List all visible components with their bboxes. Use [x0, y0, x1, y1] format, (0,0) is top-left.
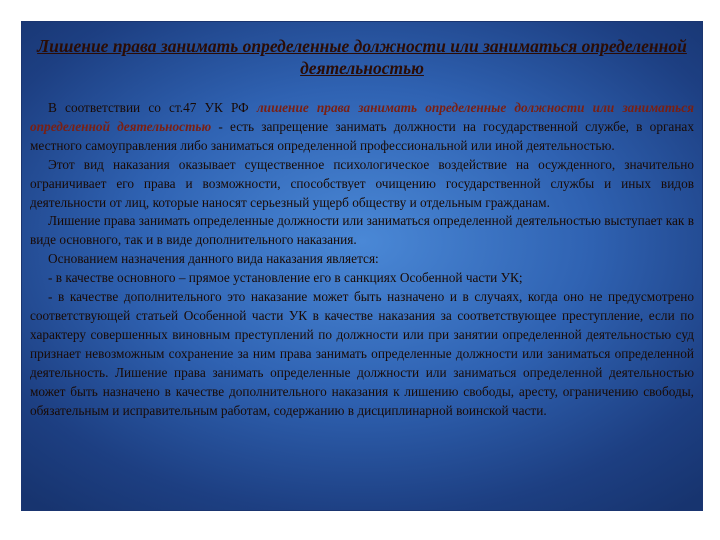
slide-panel: [22, 22, 702, 510]
paragraph-grounds-additional: - в качестве дополнительного это наказание может быть назначено и в случаях, когда оно не предусмотрено соответствующей статьей Особенной части УК в качестве наказания за соответствующее преступление, если по характеру совершенных виновным преступлений по должности или при занятии определенной деятельностью суд признает невозможным сохранение за ним права занимать определенные должности или заниматься определенной деятельность. Лишение права занимать определенные должности или заниматься определенной деятельностью может быть назначено в качестве дополнительного наказания к лишению свободы, аресту, ограничению свободы, обязательным и исправительным работам, содержанию в дисциплинарной воинской части.: [30, 289, 694, 418]
slide-title: Лишение права занимать определенные должности или заниматься определенной деятельностью: [37, 36, 687, 78]
definition-highlight: лишение права занимать определенные должности или заниматься определенной деятельностью: [30, 100, 694, 134]
paragraph-definition: [30, 99, 694, 156]
paragraph-grounds-heading: Основанием назначения данного вида наказания является:: [48, 251, 379, 267]
paragraph-impact: Этот вид наказания оказывает существенное психологическое воздействие на осужденного, значительно ограничивает его права и возможности, способствует очищению государственной службы и иных видов деятельности от лиц, которые наносят серьезный ущерб обществу и отдельным гражданам.: [30, 156, 694, 210]
paragraph-forms: Лишение права занимать определенные должности или заниматься определенной деятельностью выступает как в виде основного, так и в виде дополнительного наказания.: [30, 213, 694, 248]
paragraph-definition-prefix: В соответствии со ст.47 УК РФ: [48, 100, 257, 115]
paragraph-grounds-main: - в качестве основного – прямое установление его в санкциях Особенной части УК;: [48, 270, 523, 286]
paragraph-definition-rest: - есть запрещение занимать должности на государственной службе, в органах местного самоуправления либо заниматься определенной профессиональной или иной деятельностью.: [30, 118, 694, 153]
slide-body: [30, 99, 694, 420]
